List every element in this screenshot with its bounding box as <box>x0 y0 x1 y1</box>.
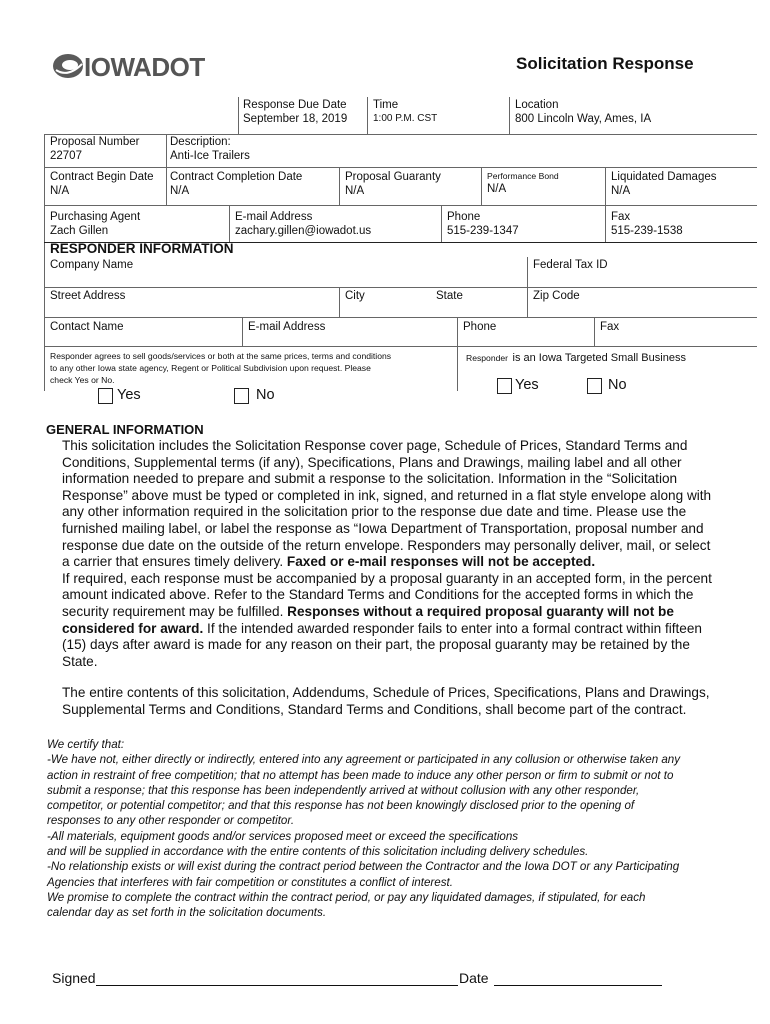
agree-text-line1: Responder agrees to sell goods/services or both at the same prices, terms and conditions <box>50 351 392 361</box>
agree-no-checkbox[interactable] <box>234 388 249 404</box>
tsb-question <box>466 350 686 365</box>
street-address-label[interactable]: Street Address <box>50 290 126 302</box>
general-paragraph-3 <box>62 685 710 718</box>
certify-line: Agencies that interferes with fair competition or constitutes a conflict of interest. <box>47 875 453 889</box>
date-line[interactable] <box>494 985 662 986</box>
responder-phone-label[interactable]: Phone <box>463 321 497 333</box>
p2-line4-bold: considered for award. <box>62 620 204 636</box>
p1-line: Conditions, Supplemental terms (if any), Specifications, Plans and Drawings, mailing label and all other <box>62 454 682 470</box>
signature-line[interactable] <box>96 985 458 986</box>
time-label: Time <box>373 99 399 111</box>
general-paragraph-1 <box>62 438 752 670</box>
purchasing-agent-value: Zach Gillen <box>50 225 109 237</box>
p1-line: information needed to prepare and submit a response to the solicitation. Information in the “Solicitation <box>62 471 678 487</box>
certify-line: We certify that: <box>47 738 125 751</box>
contract-completion-label: Contract Completion Date <box>170 171 303 183</box>
general-info-title: GENERAL INFORMATION <box>46 422 204 437</box>
description-label: Description: <box>170 136 231 148</box>
p2-line <box>62 621 752 638</box>
agent-phone-value: 515-239-1347 <box>447 225 519 237</box>
certify-line: and will be supplied in accordance with the entire contents of this solicitation including delivery schedules. <box>47 845 589 859</box>
p2-line: (15) days after award is made for any reason on their part, the proposal guaranty may be retained by the <box>62 637 690 653</box>
p2-line3-bold: Responses without a required proposal guaranty will not be <box>287 603 674 619</box>
certify-line: action in restraint of free competition; that no attempt has been made to induce any other person or firm to submit or not to <box>47 768 674 782</box>
p1-line: response due date on the outside of the return envelope. Responders may personally deliver, mail, or select <box>62 537 711 553</box>
proposal-guaranty-value: N/A <box>345 185 365 197</box>
agree-text-line3: check Yes or No. <box>50 375 115 385</box>
p1-line-last <box>62 554 752 571</box>
responder-fax-label[interactable]: Fax <box>600 321 620 333</box>
tsb-yes-label: Yes <box>515 377 539 393</box>
agent-fax-label: Fax <box>611 211 631 223</box>
p3-line: Supplemental Terms and Conditions, Standard Terms and Conditions, shall become part of the contract. <box>62 701 687 717</box>
certify-line: -No relationship exists or will exist during the contract period between the Contractor and the Iowa DOT or any Participating <box>47 860 680 874</box>
proposal-guaranty-label: Proposal Guaranty <box>345 171 441 183</box>
agree-text-line2: to any other Iowa state agency, Regent or Political Subdivision upon request. Please <box>50 363 371 373</box>
p2-line: If required, each response must be accompanied by a proposal guaranty in an accepted form, in the percent <box>62 570 712 586</box>
agree-yes-label: Yes <box>117 387 141 403</box>
contract-begin-label: Contract Begin Date <box>50 171 154 183</box>
tsb-yes-checkbox[interactable] <box>497 378 512 394</box>
contract-begin-value: N/A <box>50 185 70 197</box>
certify-line: competitor, or potential competitor; and that this response has not been knowingly disclosed prior to the opening of <box>47 799 635 813</box>
agent-email-value: zachary.gillen@iowadot.us <box>235 225 372 237</box>
location-label: Location <box>515 99 559 111</box>
city-label[interactable]: City <box>345 290 365 302</box>
p2-line: State. <box>62 653 98 669</box>
certify-line: responses to any other responder or competitor. <box>47 814 295 828</box>
p1-last-plain: a carrier that ensures timely delivery. <box>62 554 287 570</box>
certify-line: -We have not, either directly or indirectly, entered into any agreement or participated in any collusion or otherwise taken any <box>47 753 681 767</box>
contact-name-label[interactable]: Contact Name <box>50 321 124 333</box>
performance-bond-label: Performance Bond <box>487 171 559 181</box>
agent-fax-value: 515-239-1538 <box>611 225 683 237</box>
certify-line: We promise to complete the contract within the contract period, or pay any liquidated damages, if stipulated, for each <box>47 890 646 904</box>
p2-line3-plain: security requirement may be fulfilled. <box>62 603 288 619</box>
p3-line: The entire contents of this solicitation, Addendums, Schedule of Prices, Specifications, Plans and Drawings, <box>62 685 710 700</box>
agree-yes-checkbox[interactable] <box>98 388 113 404</box>
p2-line <box>62 604 752 621</box>
tsb-prefix: Responder <box>466 353 509 363</box>
location-value: 800 Lincoln Way, Ames, IA <box>515 113 652 125</box>
p1-line: furnished mailing label, or label the response as “Iowa Department of Transportation, proposal number and <box>62 520 704 536</box>
date-label: Date <box>459 970 489 986</box>
p1-last-bold: Faxed or e-mail responses will not be accepted. <box>286 554 596 570</box>
proposal-number-label: Proposal Number <box>50 136 140 148</box>
p1-line: This solicitation includes the Solicitation Response cover page, Schedule of Prices, Standard Terms and <box>62 438 688 453</box>
liquidated-damages-value: N/A <box>611 185 631 197</box>
time-value: 1:00 P.M. CST <box>373 113 438 124</box>
proposal-number-value: 22707 <box>50 150 82 162</box>
certification-block <box>47 737 680 921</box>
signed-label: Signed <box>52 970 96 986</box>
company-name-label[interactable]: Company Name <box>50 259 134 271</box>
responder-section-title: RESPONDER INFORMATION <box>50 241 234 256</box>
response-due-label: Response Due Date <box>243 99 347 111</box>
p1-line: any other information required in the solicitation prior to the response due date and time. Please use the <box>62 504 687 520</box>
certify-line: calendar day as set forth in the solicitation documents. <box>47 906 327 920</box>
contract-completion-value: N/A <box>170 185 190 197</box>
purchasing-agent-label: Purchasing Agent <box>50 211 141 223</box>
agent-phone-label: Phone <box>447 211 481 223</box>
state-label[interactable]: State <box>436 290 463 302</box>
response-due-value: September 18, 2019 <box>243 113 348 125</box>
agree-no-label: No <box>256 387 275 403</box>
agent-email-label: E-mail Address <box>235 211 313 223</box>
certify-line: submit a response; that this response has been independently arrived at without collusion with any other responder, <box>47 783 640 797</box>
federal-tax-id-label[interactable]: Federal Tax ID <box>533 259 608 271</box>
tsb-no-checkbox[interactable] <box>587 378 602 394</box>
liquidated-damages-label: Liquidated Damages <box>611 171 717 183</box>
page-title: Solicitation Response <box>516 54 694 73</box>
p2-line4-plain: If the intended awarded responder fails to enter into a formal contract within fifteen <box>203 620 702 636</box>
performance-bond-value: N/A <box>487 183 507 195</box>
tsb-text: is an Iowa Targeted Small Business <box>512 352 686 364</box>
zip-code-label[interactable]: Zip Code <box>533 290 580 302</box>
description-value: Anti-Ice Trailers <box>170 150 250 162</box>
p1-line: Response” above must be typed or completed in ink, signed, and returned in a flat style envelope along with <box>62 487 712 503</box>
certify-line: -All materials, equipment goods and/or services proposed meet or exceed the specifications <box>47 829 519 843</box>
p2-line: amount indicated above. Refer to the Standard Terms and Conditions for the accepted forms in which the <box>62 587 694 603</box>
responder-email-label[interactable]: E-mail Address <box>248 321 326 333</box>
logo-wordmark: IOWADOT <box>84 52 205 82</box>
tsb-no-label: No <box>608 377 627 393</box>
